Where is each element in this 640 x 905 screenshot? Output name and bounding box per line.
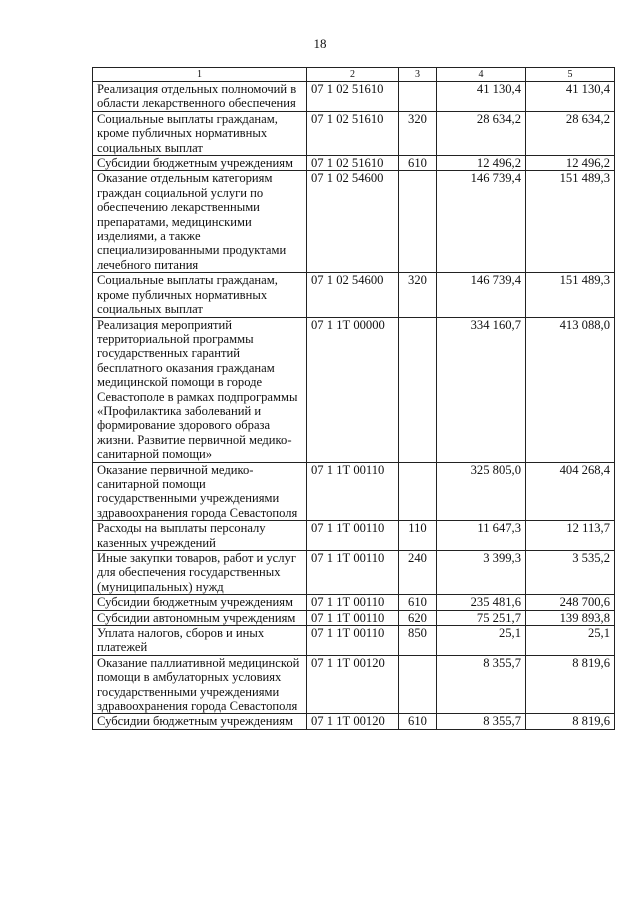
row-sum-cell: 12 113,7 — [526, 521, 615, 551]
row-code-cell: 07 1 02 54600 — [307, 171, 399, 273]
row-sum-cell: 139 893,8 — [526, 610, 615, 625]
table-row — [93, 82, 615, 112]
table-row — [93, 655, 615, 714]
table-row — [93, 273, 615, 317]
table-row — [93, 551, 615, 595]
row-sum-cell: 8 355,7 — [437, 714, 526, 729]
row-sum-cell: 12 496,2 — [526, 156, 615, 171]
column-header-2: 2 — [307, 68, 399, 82]
row-sum-cell: 334 160,7 — [437, 317, 526, 462]
row-sum-cell: 325 805,0 — [437, 462, 526, 521]
row-code-cell: 07 1 1Т 00110 — [307, 626, 399, 656]
row-name-cell: Оказание паллиативной медицинской помощи в амбулаторных условиях государственными учреждениями здравоохранения города Севастополя — [93, 655, 307, 714]
row-sum-cell: 28 634,2 — [526, 111, 615, 155]
table-row — [93, 111, 615, 155]
row-name-cell: Субсидии бюджетным учреждениям — [93, 156, 307, 171]
table-row — [93, 714, 615, 729]
row-type-cell — [399, 317, 437, 462]
row-code-cell: 07 1 02 51610 — [307, 111, 399, 155]
row-type-cell: 320 — [399, 273, 437, 317]
table-row — [93, 156, 615, 171]
column-header-3: 3 — [399, 68, 437, 82]
table-header-row — [93, 68, 615, 82]
row-type-cell — [399, 655, 437, 714]
row-type-cell — [399, 462, 437, 521]
row-sum-cell: 41 130,4 — [526, 82, 615, 112]
table-row — [93, 595, 615, 610]
row-code-cell: 07 1 1Т 00120 — [307, 655, 399, 714]
row-sum-cell: 25,1 — [526, 626, 615, 656]
row-sum-cell: 248 700,6 — [526, 595, 615, 610]
table-row — [93, 521, 615, 551]
row-code-cell: 07 1 1Т 00110 — [307, 462, 399, 521]
row-sum-cell: 235 481,6 — [437, 595, 526, 610]
row-code-cell: 07 1 02 51610 — [307, 82, 399, 112]
column-header-1: 1 — [93, 68, 307, 82]
row-code-cell: 07 1 1Т 00110 — [307, 521, 399, 551]
page-number: 18 — [313, 36, 327, 51]
row-name-cell: Субсидии автономным учреждениям — [93, 610, 307, 625]
row-sum-cell: 11 647,3 — [437, 521, 526, 551]
row-name-cell: Расходы на выплаты персоналу казенных учреждений — [93, 521, 307, 551]
row-type-cell: 610 — [399, 595, 437, 610]
row-type-cell: 110 — [399, 521, 437, 551]
row-sum-cell: 8 355,7 — [437, 655, 526, 714]
row-sum-cell: 404 268,4 — [526, 462, 615, 521]
budget-table — [92, 67, 615, 730]
column-header-5: 5 — [526, 68, 615, 82]
row-type-cell: 240 — [399, 551, 437, 595]
row-sum-cell: 75 251,7 — [437, 610, 526, 625]
table-row — [93, 462, 615, 521]
row-sum-cell: 8 819,6 — [526, 714, 615, 729]
row-type-cell — [399, 171, 437, 273]
row-sum-cell: 28 634,2 — [437, 111, 526, 155]
table-row — [93, 171, 615, 273]
row-name-cell: Оказание первичной медико-санитарной помощи государственными учреждениями здравоохранения города Севастополя — [93, 462, 307, 521]
row-code-cell: 07 1 02 51610 — [307, 156, 399, 171]
row-code-cell: 07 1 02 54600 — [307, 273, 399, 317]
row-name-cell: Реализация мероприятий территориальной программы государственных гарантий бесплатного оказания гражданам медицинской помощи в городе Севастополе в рамках подпрограммы «Профилактика заболеваний и формирование здорового образа жизни. Развитие первичной медико-санитарной помощи» — [93, 317, 307, 462]
row-name-cell: Социальные выплаты гражданам, кроме публичных нормативных социальных выплат — [93, 111, 307, 155]
row-sum-cell: 146 739,4 — [437, 171, 526, 273]
column-header-4: 4 — [437, 68, 526, 82]
row-type-cell: 850 — [399, 626, 437, 656]
row-type-cell — [399, 82, 437, 112]
row-name-cell: Субсидии бюджетным учреждениям — [93, 714, 307, 729]
row-code-cell: 07 1 1Т 00120 — [307, 714, 399, 729]
row-name-cell: Иные закупки товаров, работ и услуг для обеспечения государственных (муниципальных) нужд — [93, 551, 307, 595]
row-name-cell: Реализация отдельных полномочий в области лекарственного обеспечения — [93, 82, 307, 112]
row-type-cell: 320 — [399, 111, 437, 155]
row-code-cell: 07 1 1Т 00110 — [307, 551, 399, 595]
row-type-cell: 610 — [399, 714, 437, 729]
row-sum-cell: 151 489,3 — [526, 171, 615, 273]
row-sum-cell: 3 399,3 — [437, 551, 526, 595]
table-row — [93, 610, 615, 625]
row-sum-cell: 41 130,4 — [437, 82, 526, 112]
row-name-cell: Субсидии бюджетным учреждениям — [93, 595, 307, 610]
row-sum-cell: 25,1 — [437, 626, 526, 656]
row-sum-cell: 8 819,6 — [526, 655, 615, 714]
row-sum-cell: 151 489,3 — [526, 273, 615, 317]
row-sum-cell: 413 088,0 — [526, 317, 615, 462]
table-row — [93, 317, 615, 462]
row-name-cell: Уплата налогов, сборов и иных платежей — [93, 626, 307, 656]
row-code-cell: 07 1 1Т 00110 — [307, 610, 399, 625]
row-type-cell: 610 — [399, 156, 437, 171]
row-code-cell: 07 1 1Т 00000 — [307, 317, 399, 462]
row-code-cell: 07 1 1Т 00110 — [307, 595, 399, 610]
row-sum-cell: 3 535,2 — [526, 551, 615, 595]
row-type-cell: 620 — [399, 610, 437, 625]
row-name-cell: Оказание отдельным категориям граждан социальной услуги по обеспечению лекарственными препаратами, медицинскими изделиями, а также специализированными продуктами лечебного питания — [93, 171, 307, 273]
table-row — [93, 626, 615, 656]
row-sum-cell: 12 496,2 — [437, 156, 526, 171]
row-name-cell: Социальные выплаты гражданам, кроме публичных нормативных социальных выплат — [93, 273, 307, 317]
row-sum-cell: 146 739,4 — [437, 273, 526, 317]
